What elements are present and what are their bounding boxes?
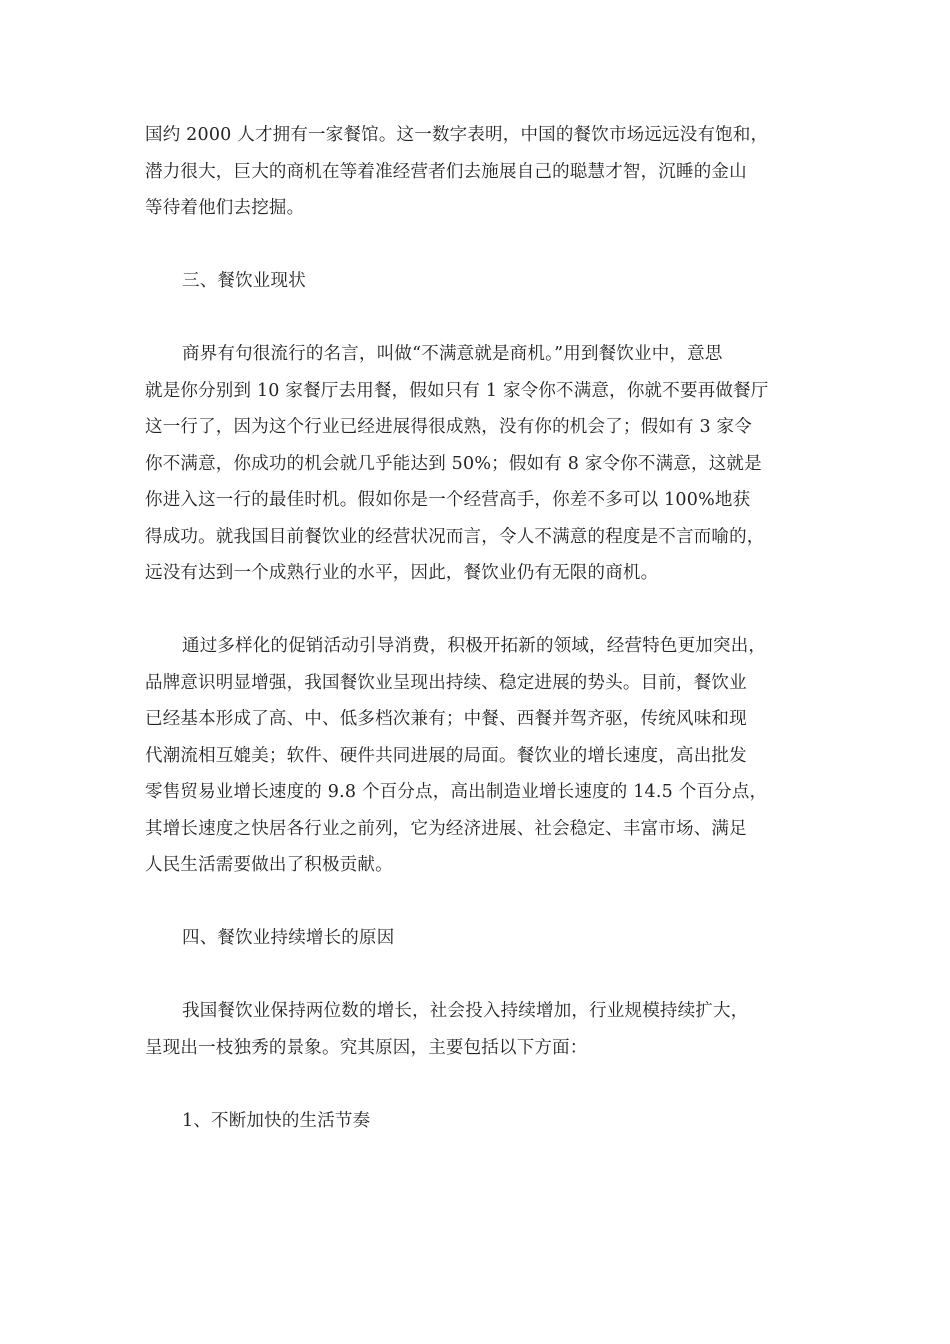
text-line: 零售贸易业增长速度的 9.8 个百分点，高出制造业增长速度的 14.5 个百分点， — [145, 782, 768, 802]
text-line: 得成功。就我国目前餐饮业的经营状况而言，令人不满意的程度是不言而喻的， — [145, 526, 765, 547]
text-line: 这一行了，因为这个行业已经进展得很成熟，没有你的机会了；假如有 3 家令 — [145, 417, 752, 437]
heading-text: 三、餐饮业现状 — [182, 271, 306, 291]
section-heading-growth-reasons — [145, 920, 805, 957]
text-line: 人民生活需要做出了积极贡献。 — [145, 855, 393, 875]
paragraph-industry-development — [145, 628, 805, 884]
text-line: 你不满意，你成功的机会就几乎能达到 50%；假如有 8 家令你不满意，这就是 — [145, 453, 762, 474]
text-line: 通过多样化的促销活动引导消费，积极开拓新的领域，经营特色更加突出， — [182, 636, 767, 656]
paragraph-gap — [145, 884, 805, 921]
text-line: 远没有达到一个成熟行业的水平，因此，餐饮业仍有无限的商机。 — [145, 563, 659, 583]
text-line: 等待着他们去挖掘。 — [145, 198, 305, 218]
text-line: 就是你分别到 10 家餐厅去用餐，假如只有 1 家令你不满意，你就不要再做餐厅 — [145, 380, 769, 401]
paragraph-growth-overview — [145, 993, 805, 1066]
section-heading-current-status — [145, 263, 805, 300]
paragraph-gap — [145, 227, 805, 264]
paragraph-gap — [145, 1066, 805, 1103]
text-line: 其增长速度之快居各行业之前列，它为经济进展、社会稳定、丰富市场、满足 — [145, 818, 747, 839]
text-line: 已经基本形成了高、中、低多档次兼有；中餐、西餐并驾齐驱，传统风味和现 — [145, 709, 747, 729]
text-line: 代潮流相互媲美；软件、硬件共同进展的局面。餐饮业的增长速度，高出批发 — [145, 745, 747, 766]
paragraph-market-potential — [145, 117, 805, 227]
paragraph-gap — [145, 300, 805, 337]
text-line: 商界有句很流行的名言，叫做“不满意就是商机。”用到餐饮业中，意思 — [182, 344, 723, 364]
list-item-life-pace — [145, 1103, 805, 1140]
paragraph-gap — [145, 592, 805, 629]
text-line: 品牌意识明显增强，我国餐饮业呈现出持续、稳定进展的势头。目前，餐饮业 — [145, 672, 747, 693]
paragraph-gap — [145, 957, 805, 994]
heading-text: 四、餐饮业持续增长的原因 — [182, 928, 395, 948]
text-line: 你进入这一行的最佳时机。假如你是一个经营高手，你差不多可以 100%地获 — [145, 490, 751, 510]
document-body — [145, 117, 805, 1139]
paragraph-dissatisfaction-opportunity — [145, 336, 805, 592]
text-line: 潜力很大，巨大的商机在等着准经营者们去施展自己的聪慧才智，沉睡的金山 — [145, 161, 747, 182]
list-item-text: 1、不断加快的生活节奏 — [182, 1110, 371, 1131]
text-line: 我国餐饮业保持两位数的增长，社会投入持续增加，行业规模持续扩大， — [182, 1001, 749, 1021]
text-line: 呈现出一枝独秀的景象。究其原因，主要包括以下方面： — [145, 1037, 588, 1058]
text-line: 国约 2000 人才拥有一家餐馆。这一数字表明，中国的餐饮市场远远没有饱和， — [145, 125, 769, 145]
